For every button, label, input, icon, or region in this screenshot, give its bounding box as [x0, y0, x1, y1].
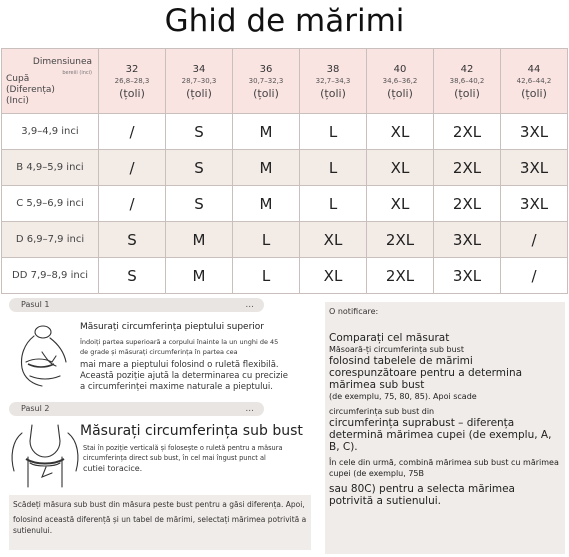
table-cell: L [300, 186, 367, 222]
more-icon[interactable]: ... [245, 300, 254, 310]
table-cell: 2XL [367, 258, 434, 294]
table-cell: / [501, 258, 568, 294]
table-cell: M [166, 258, 233, 294]
notes-line: (de exemplu, 75, 80, 85). Apoi scade [329, 392, 477, 401]
table-cell: / [501, 222, 568, 258]
table-cell: M [166, 222, 233, 258]
table-cell: M [233, 150, 300, 186]
difference-instructions [9, 495, 311, 550]
table-cell: 3XL [501, 150, 568, 186]
step2-instructions-large: cutiei toracice. [83, 464, 143, 473]
table-row [2, 114, 568, 150]
column-header: 38 32,7–34,3 (țoli) [300, 49, 367, 114]
table-cell: XL [367, 150, 434, 186]
column-header: 36 30,7–32,3 (țoli) [233, 49, 300, 114]
step1-instructions-small: Îndoiți partea superioară a corpului înainte la un unghi de 45 de grade și măsurați circumferința în partea cea [80, 338, 279, 356]
column-header: 44 42,6–44,2 (țoli) [501, 49, 568, 114]
notes-line: folosind tabelele de mărimi corespunzătoare pentru a determina mărimea sub bust [329, 355, 523, 391]
notes-heading: O notificare: [329, 307, 379, 316]
table-cell: L [300, 114, 367, 150]
page-title: Ghid de mărimi [164, 3, 405, 39]
step1-label: Pasul 1 [21, 300, 50, 309]
table-cell: L [233, 258, 300, 294]
step2-label: Pasul 2 [21, 404, 50, 413]
table-row [2, 222, 568, 258]
row-label: C 5,9–6,9 inci [2, 186, 99, 222]
corner-unit-label: bereiii (inci) [62, 70, 92, 76]
table-cell: 2XL [434, 186, 501, 222]
table-cell: 3XL [501, 114, 568, 150]
table-cell: 3XL [434, 258, 501, 294]
table-cell: M [233, 114, 300, 150]
step1-instructions-large: mai mare a pieptului folosind o ruletă flexibilă. Această poziție ajută la determinarea cu precizie a circumferinței maxime naturale a pieptului. [80, 360, 288, 392]
step2-pill [9, 402, 264, 416]
standing-figure-icon [8, 421, 84, 493]
column-header: 40 34,6–36,2 (țoli) [367, 49, 434, 114]
column-header: 32 26,8–28,3 (țoli) [99, 49, 166, 114]
bending-figure-icon [12, 318, 88, 394]
difference-line-1: Scădeți măsura sub bust din măsura peste bust pentru a găsi diferența. Apoi, [13, 500, 305, 509]
corner-dimension-label: Dimensiunea [32, 57, 92, 67]
table-cell: 2XL [367, 222, 434, 258]
table-cell: / [99, 114, 166, 150]
notes-line: În cele din urmă, combină mărimea sub bust cu mărimea cupei (de exemplu, 75B [329, 458, 559, 478]
table-cell: M [233, 186, 300, 222]
step2-instructions-small: Stai în poziție verticală și folosește o ruletă pentru a măsura circumferința direct sub bust, în cel mai îngust punct al [83, 444, 283, 462]
row-label: 3,9–4,9 inci [2, 114, 99, 150]
table-cell: S [99, 222, 166, 258]
more-icon[interactable]: ... [245, 404, 254, 414]
table-cell: S [166, 114, 233, 150]
difference-line-2: folosind această diferență și un tabel de mărimi, selectați mărimea potrivită a sutienului. [13, 515, 307, 535]
table-cell: 2XL [434, 114, 501, 150]
notes-panel [325, 302, 565, 554]
table-header-row [2, 49, 568, 114]
column-header: 42 38,6–40,2 (țoli) [434, 49, 501, 114]
size-table [1, 48, 568, 294]
table-cell: XL [367, 114, 434, 150]
table-row [2, 186, 568, 222]
notes-line: Comparați cel măsurat [329, 332, 450, 344]
table-cell: / [99, 186, 166, 222]
table-cell: XL [300, 222, 367, 258]
table-cell: S [166, 150, 233, 186]
table-cell: L [300, 150, 367, 186]
table-corner-cell [2, 49, 99, 114]
step2-heading: Măsurați circumferința sub bust [80, 423, 303, 439]
table-row [2, 150, 568, 186]
notes-line: sau 80C) pentru a selecta mărimea potrivită a sutienului. [329, 483, 515, 507]
notes-line: circumferința suprabust – diferența determină mărimea cupei (de exemplu, A, B, C). [329, 417, 552, 453]
table-cell: XL [300, 258, 367, 294]
step1-heading: Măsurați circumferința pieptului superior [80, 322, 264, 332]
row-label: DD 7,9–8,9 inci [2, 258, 99, 294]
corner-cup-label: Cupă (Diferența) (Inci) [6, 74, 55, 106]
table-cell: XL [367, 186, 434, 222]
table-cell: S [99, 258, 166, 294]
row-label: B 4,9–5,9 inci [2, 150, 99, 186]
table-cell: / [99, 150, 166, 186]
notes-line: circumferința sub bust din [329, 407, 435, 416]
table-cell: L [233, 222, 300, 258]
step1-pill [9, 298, 264, 312]
table-row [2, 258, 568, 294]
table-cell: 3XL [501, 186, 568, 222]
table-cell: 2XL [434, 150, 501, 186]
table-cell: S [166, 186, 233, 222]
row-label: D 6,9–7,9 inci [2, 222, 99, 258]
notes-line: Măsoară-ți circumferința sub bust [329, 345, 464, 354]
table-cell: 3XL [434, 222, 501, 258]
column-header: 34 28,7–30,3 (țoli) [166, 49, 233, 114]
